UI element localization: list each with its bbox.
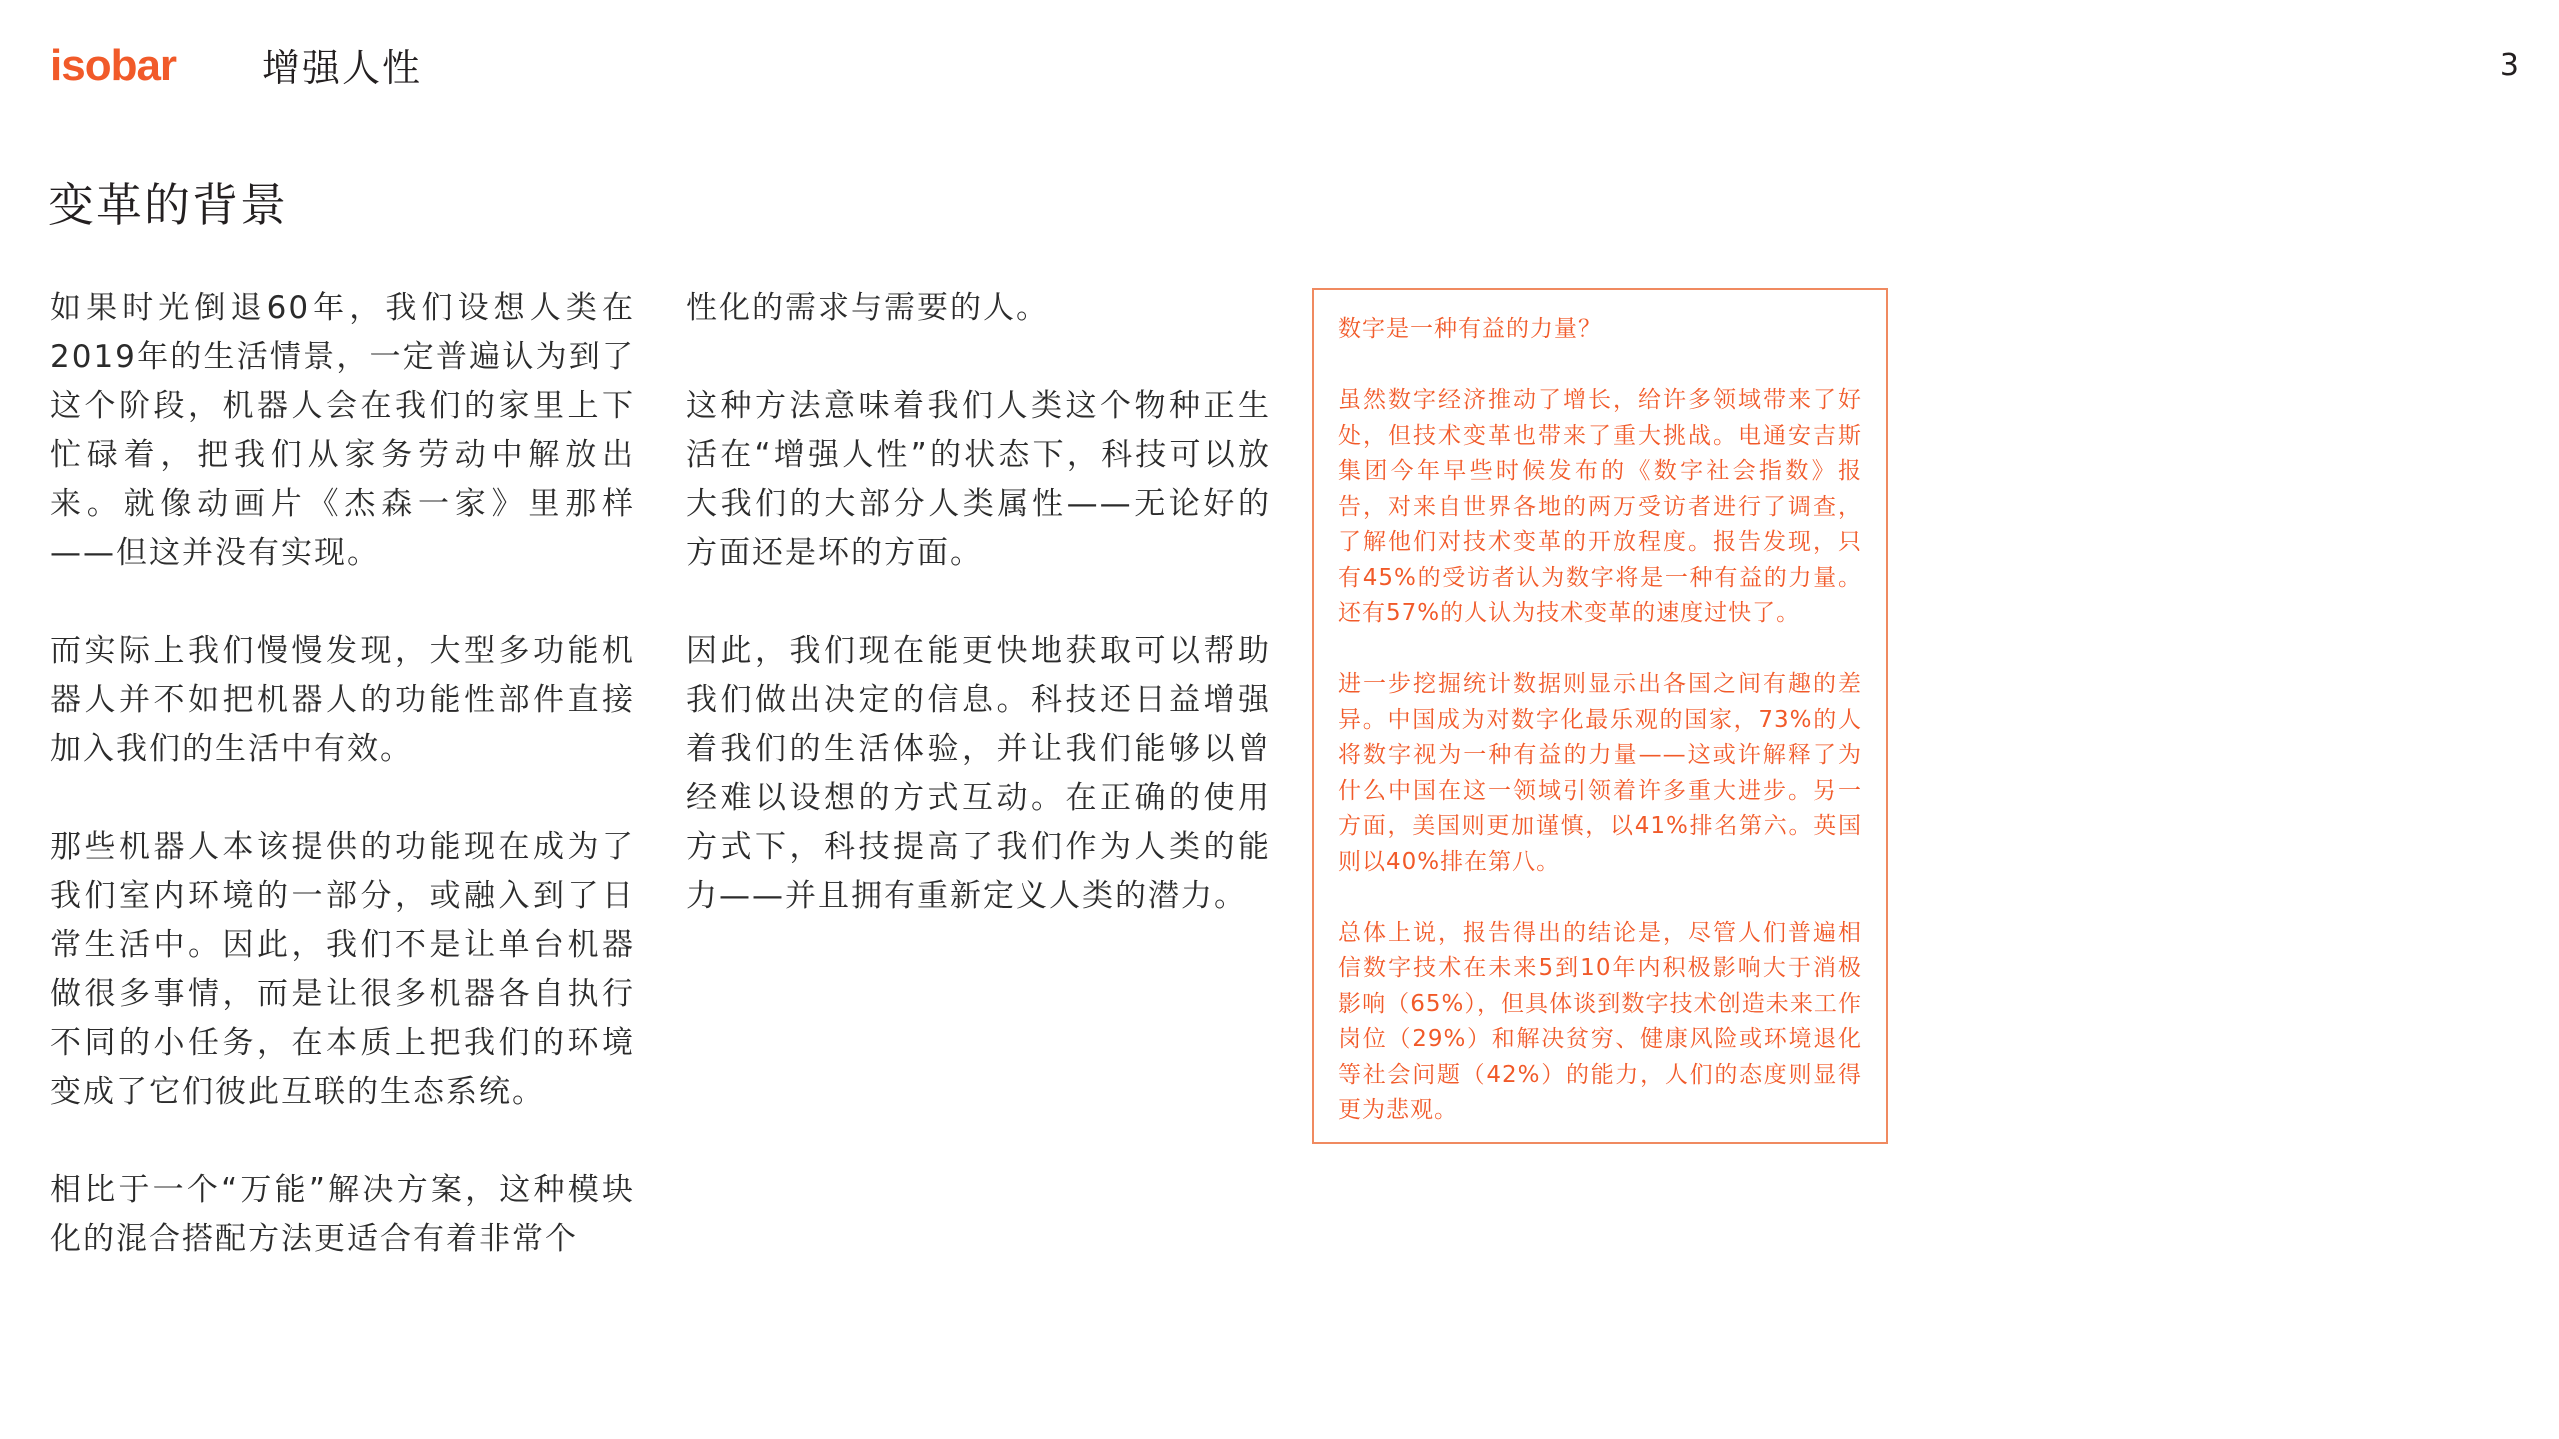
- sidebar-paragraph: 总体上说，报告得出的结论是，尽管人们普遍相信数字技术在未来5到10年内积极影响大于消极影响（65%），但具体谈到数字技术创造未来工作岗位（29%）和解决贫穷、健康风险或环境退化等社会问题（42%）的能力，人们的态度则显得更为悲观。: [1338, 919, 1862, 1123]
- body-paragraph: 性化的需求与需要的人。: [686, 290, 1049, 326]
- page-number: 3: [2499, 48, 2519, 83]
- body-paragraph: 相比于一个“万能”解决方案，这种模块化的混合搭配方法更适合有着非常个: [50, 1172, 635, 1257]
- body-paragraph: 那些机器人本该提供的功能现在成为了我们室内环境的一部分，或融入到了日常生活中。因此，我们不是让单台机器做很多事情，而是让很多机器各自执行不同的小任务，在本质上把我们的环境变成了它们彼此互联的生态系统。: [50, 829, 635, 1110]
- report-title: 增强人性: [262, 46, 423, 90]
- body-paragraph: 而实际上我们慢慢发现，大型多功能机器人并不如把机器人的功能性部件直接加入我们的生活中有效。: [50, 633, 635, 767]
- sidebar-paragraph: 虽然数字经济推动了增长，给许多领域带来了好处，但技术变革也带来了重大挑战。电通安吉斯集团今年早些时候发布的《数字社会指数》报告，对来自世界各地的两万受访者进行了调查，了解他们对技术变革的开放程度。报告发现，只有45%的受访者认为数字将是一种有益的力量。还有57%的人认为技术变革的速度过快了。: [1338, 387, 1862, 626]
- section-heading: 变革的背景: [48, 178, 288, 232]
- body-paragraph: 如果时光倒退60年，我们设想人类在2019年的生活情景，一定普遍认为到了这个阶段，机器人会在我们的家里上下忙碌着，把我们从家务劳动中解放出来。就像动画片《杰森一家》里那样——但这并没有实现。: [50, 290, 635, 571]
- sidebar-callout-box: [1312, 288, 1888, 1144]
- body-paragraph: 这种方法意味着我们人类这个物种正生活在“增强人性”的状态下，科技可以放大我们的大部分人类属性——无论好的方面还是坏的方面。: [686, 388, 1271, 571]
- body-column-1: [50, 284, 635, 1313]
- body-paragraph: 因此，我们现在能更快地获取可以帮助我们做出决定的信息。科技还日益增强着我们的生活体验，并让我们能够以曾经难以设想的方式互动。在正确的使用方式下，科技提高了我们作为人类的能力——并且拥有重新定义人类的潜力。: [686, 633, 1271, 914]
- isobar-logo: isobar: [50, 41, 177, 90]
- body-column-2: [686, 284, 1271, 970]
- sidebar-paragraph: 进一步挖掘统计数据则显示出各国之间有趣的差异。中国成为对数字化最乐观的国家，73%的人将数字视为一种有益的力量——这或许解释了为什么中国在这一领域引领着许多重大进步。另一方面，美国则更加谨慎，以41%排名第六。英国则以40%排在第八。: [1338, 671, 1862, 875]
- sidebar-title: 数字是一种有益的力量？: [1338, 316, 1602, 342]
